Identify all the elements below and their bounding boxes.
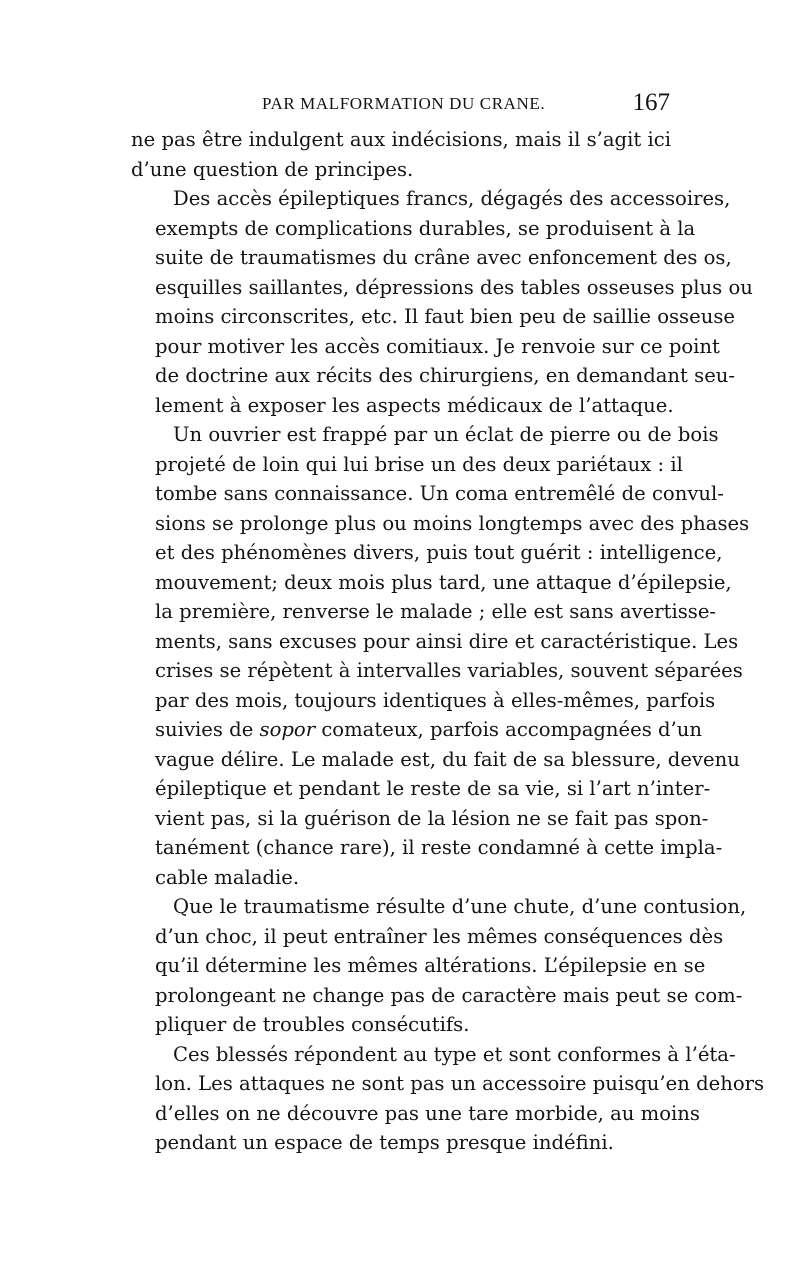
text-line: cable maladie. <box>155 865 300 889</box>
text-line: esquilles saillantes, dépressions des tables osseuses plus ou <box>155 275 753 299</box>
paragraph-3 <box>131 420 750 892</box>
text-line: moins circonscrites, etc. Il faut bien peu de saillie osseuse <box>155 305 735 328</box>
text-line: vague délire. Le malade est, du fait de sa blessure, devenu <box>155 747 740 771</box>
text-line: mouvement; deux mois plus tard, une attaque d’épilepsie, <box>155 570 732 594</box>
text-line: d’une question de principes. <box>131 157 414 181</box>
text-line: pliquer de troubles consécutifs. <box>155 1013 470 1036</box>
text-line-with-italic <box>131 715 703 745</box>
text-line: exempts de complications durables, se produisent à la <box>155 216 696 240</box>
text-line: Des accès épileptiques francs, dégagés des accessoires, <box>173 187 731 210</box>
text-line: Un ouvrier est frappé par un éclat de pierre ou de bois <box>173 423 719 446</box>
paragraph-4 <box>131 892 747 1040</box>
paragraph-5 <box>131 1040 765 1158</box>
italic-word: sopor <box>259 718 316 741</box>
text-line: vient pas, si la guérison de la lésion ne se fait pas spon- <box>155 806 709 830</box>
text-line: projeté de loin qui lui brise un des deux pariétaux : il <box>155 452 683 476</box>
running-head <box>130 88 670 118</box>
text-line: d’elles on ne découvre pas une tare morbide, au moins <box>155 1101 700 1125</box>
text-line: pour motiver les accès comitiaux. Je renvoie sur ce point <box>155 334 720 358</box>
text-line: tombe sans connaissance. Un coma entremêlé de convul- <box>155 482 724 505</box>
text-line: suite de traumatismes du crâne avec enfoncement des os, <box>155 246 732 269</box>
text-line: ments, sans excuses pour ainsi dire et caractéristique. Les <box>155 629 739 653</box>
text-line: sions se prolonge plus ou moins longtemps avec des phases <box>155 511 750 535</box>
text-line: Ces blessés répondent au type et sont conformes à l’éta- <box>173 1042 736 1066</box>
paragraph-2 <box>131 184 753 420</box>
text-line: tanément (chance rare), il reste condamné à cette impla- <box>155 836 723 859</box>
text-line: Que le traumatisme résulte d’une chute, d’une contusion, <box>173 895 747 918</box>
text-line: prolongeant ne change pas de caractère mais peut se com- <box>155 983 743 1007</box>
text-line: crises se répètent à intervalles variables, souvent séparées <box>155 659 743 682</box>
text-line: épileptique et pendant le reste de sa vie, si l’art n’inter- <box>155 777 711 800</box>
text-line: et des phénomènes divers, puis tout guérit : intelligence, <box>155 541 723 564</box>
paragraph-1 <box>131 125 671 184</box>
text-fragment: comateux, parfois accompagnées d’un <box>321 718 703 741</box>
text-line: lement à exposer les aspects médicaux de l’attaque. <box>155 393 674 417</box>
text-line: de doctrine aux récits des chirurgiens, en demandant seu- <box>155 364 736 387</box>
text-line: d’un choc, il peut entraîner les mêmes conséquences dès <box>155 924 724 948</box>
text-line: pendant un espace de temps presque indéfini. <box>155 1131 614 1154</box>
text-line: ne pas être indulgent aux indécisions, mais il s’agit ici <box>131 128 671 151</box>
text-fragment: suivies de <box>155 718 254 741</box>
text-line: qu’il détermine les mêmes altérations. L’épilepsie en se <box>155 954 706 977</box>
text-line: la première, renverse le malade ; elle est sans avertisse- <box>155 600 717 623</box>
running-title: PAR MALFORMATION DU CRANE. <box>262 94 546 113</box>
body-text <box>131 125 765 1158</box>
page-number: 167 <box>632 89 670 116</box>
text-line: par des mois, toujours identiques à elles-mêmes, parfois <box>155 688 716 712</box>
text-line: lon. Les attaques ne sont pas un accessoire puisqu’en dehors <box>155 1072 765 1095</box>
